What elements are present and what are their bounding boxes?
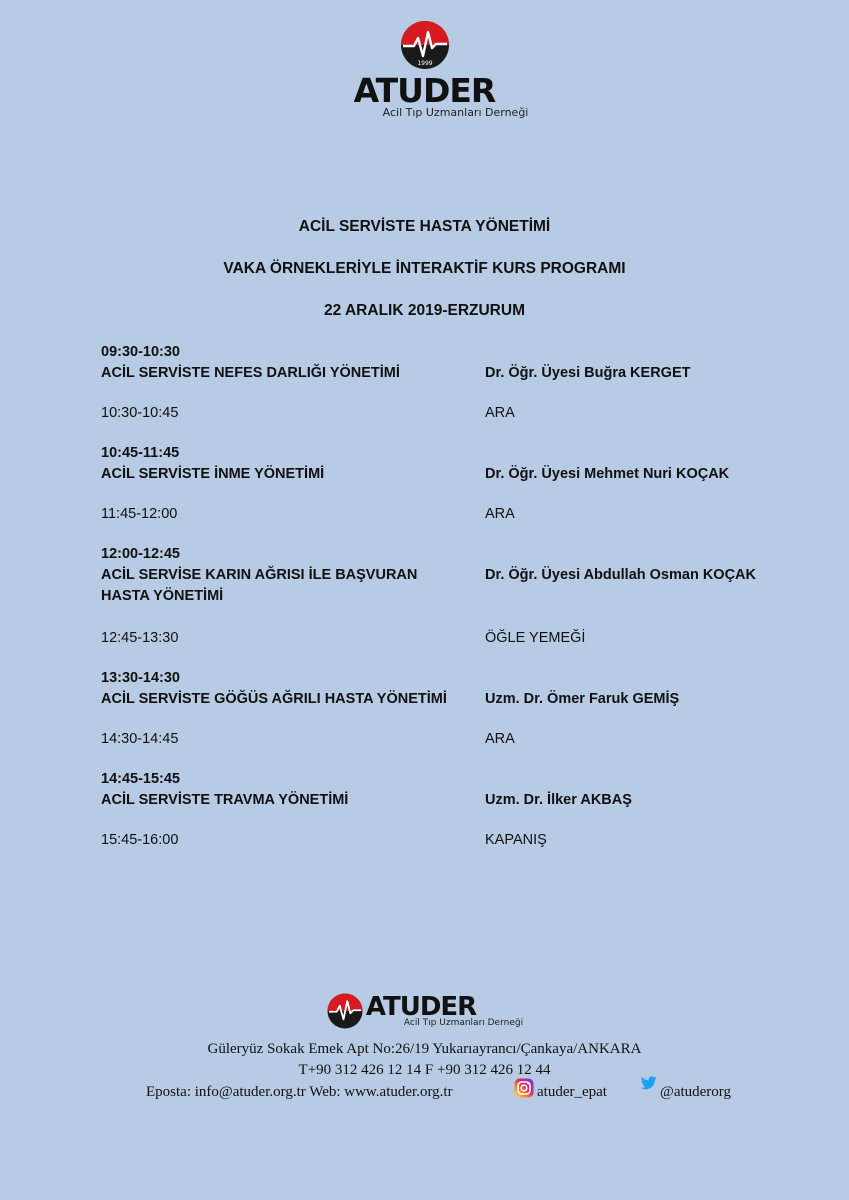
break-row bbox=[101, 830, 801, 870]
footer-logo-subtitle: Acil Tıp Uzmanları Derneği bbox=[403, 1018, 524, 1028]
session-time: 12:00-12:45 bbox=[101, 546, 180, 562]
break-label: ARA bbox=[485, 506, 515, 522]
break-time: 11:45-12:00 bbox=[101, 506, 178, 522]
footer-phone: T+90 312 426 12 14 F +90 312 426 12 44 bbox=[298, 1062, 551, 1078]
program-table bbox=[101, 342, 801, 870]
course-subtitle: VAKA ÖRNEKLERİYLE İNTERAKTİF KURS PROGRAMI bbox=[223, 260, 626, 277]
break-time: 14:30-14:45 bbox=[101, 731, 179, 747]
logo-wordmark: ATUDER bbox=[353, 71, 496, 110]
footer-address: Güleryüz Sokak Emek Apt No:26/19 Yukarıayrancı/Çankaya/ANKARA bbox=[207, 1041, 642, 1057]
document-titles bbox=[0, 216, 849, 342]
session-time: 14:45-15:45 bbox=[101, 771, 180, 787]
break-label: ARA bbox=[485, 405, 515, 421]
session-topic-line2: HASTA YÖNETİMİ bbox=[101, 588, 224, 604]
break-row bbox=[101, 403, 801, 443]
break-label: KAPANIŞ bbox=[485, 832, 547, 848]
session-speaker: Uzm. Dr. İlker AKBAŞ bbox=[485, 792, 632, 808]
break-time: 15:45-16:00 bbox=[101, 832, 179, 848]
session-time: 13:30-14:30 bbox=[101, 670, 180, 686]
footer-email-web[interactable]: Eposta: info@atuder.org.tr Web: www.atuder.org.tr bbox=[146, 1084, 453, 1100]
atuder-heart-logo-icon bbox=[326, 992, 364, 1030]
break-row bbox=[101, 729, 801, 769]
session-speaker: Uzm. Dr. Ömer Faruk GEMİŞ bbox=[485, 691, 680, 707]
session-row bbox=[101, 544, 801, 628]
twitter-icon[interactable] bbox=[641, 1076, 657, 1095]
course-date-location: 22 ARALIK 2019-ERZURUM bbox=[324, 302, 525, 319]
instagram-handle[interactable]: atuder_epat bbox=[537, 1084, 607, 1100]
break-label: ÖĞLE YEMEĞİ bbox=[485, 630, 586, 646]
session-row bbox=[101, 668, 801, 729]
break-row bbox=[101, 504, 801, 544]
session-topic: ACİL SERVİSTE NEFES DARLIĞI YÖNETİMİ bbox=[101, 365, 400, 381]
session-topic: ACİL SERVİSTE GÖĞÜS AĞRILI HASTA YÖNETİMİ bbox=[101, 691, 447, 707]
session-speaker: Dr. Öğr. Üyesi Mehmet Nuri KOÇAK bbox=[485, 466, 730, 482]
svg-text:1999: 1999 bbox=[416, 60, 433, 67]
session-row bbox=[101, 443, 801, 504]
session-topic: ACİL SERVİSTE TRAVMA YÖNETİMİ bbox=[101, 792, 349, 808]
footer-logo bbox=[0, 992, 849, 1035]
break-label: ARA bbox=[485, 731, 515, 747]
footer-logo-wordmark: ATUDER bbox=[365, 992, 477, 1022]
logo-subtitle: Acil Tıp Uzmanları Derneği bbox=[382, 106, 529, 119]
instagram-icon[interactable] bbox=[514, 1078, 534, 1103]
break-time: 10:30-10:45 bbox=[101, 405, 179, 421]
session-time: 09:30-10:30 bbox=[101, 344, 180, 360]
session-time: 10:45-11:45 bbox=[101, 445, 180, 461]
twitter-handle[interactable]: @atuderorg bbox=[660, 1084, 732, 1100]
session-speaker: Dr. Öğr. Üyesi Abdullah Osman KOÇAK bbox=[485, 567, 756, 583]
course-title: ACİL SERVİSTE HASTA YÖNETİMİ bbox=[298, 218, 551, 235]
session-row bbox=[101, 769, 801, 830]
footer-contact-row bbox=[0, 1084, 849, 1108]
session-topic-line1: ACİL SERVİSE KARIN AĞRISI İLE BAŞVURAN bbox=[101, 567, 418, 583]
footer bbox=[0, 992, 849, 1100]
break-row bbox=[101, 628, 801, 668]
atuder-heart-logo-icon bbox=[400, 18, 450, 72]
session-row bbox=[101, 342, 801, 403]
session-speaker: Dr. Öğr. Üyesi Buğra KERGET bbox=[485, 365, 691, 381]
session-topic: ACİL SERVİSTE İNME YÖNETİMİ bbox=[101, 466, 325, 482]
break-time: 12:45-13:30 bbox=[101, 630, 179, 646]
header-logo bbox=[0, 18, 849, 119]
